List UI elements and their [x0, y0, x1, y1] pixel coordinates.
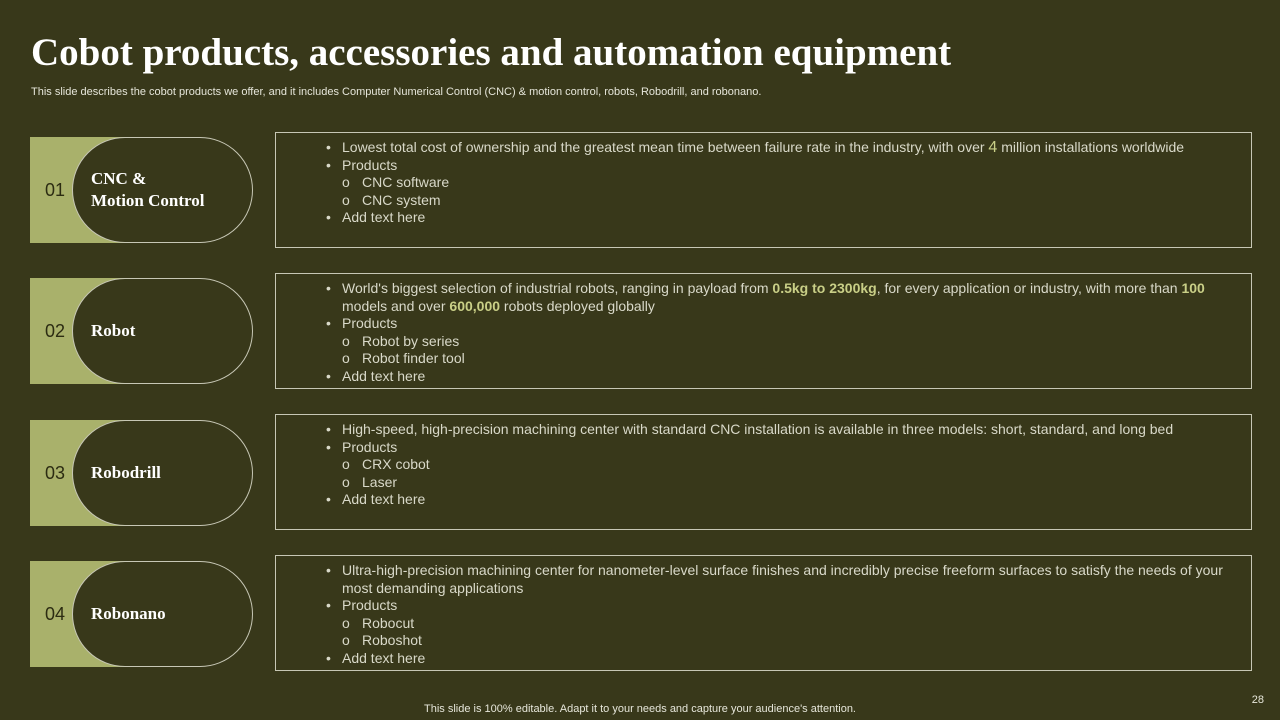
product-row-robot [0, 278, 1280, 396]
row-number: 04 [45, 603, 66, 624]
product-row-robonano [0, 561, 1280, 679]
products-bullet: • Products [326, 597, 1231, 615]
product-item: o Robot by series [342, 333, 1231, 351]
product-name-pill [72, 420, 253, 526]
description-box [275, 414, 1252, 530]
highlight-value: 0.5kg to 2300kg [772, 280, 877, 296]
slide-title: Cobot products, accessories and automation equipment [31, 31, 952, 74]
highlight-value: 600,000 [449, 297, 501, 314]
add-text-bullet: • Add text here [326, 491, 1231, 509]
add-text-bullet: • Add text here [326, 650, 1231, 668]
highlight-value: 100 [1181, 280, 1205, 296]
product-name-pill [72, 561, 253, 667]
row-number: 03 [45, 462, 66, 483]
slide-subtitle: This slide describes the cobot products we offer, and it includes Computer Numerical Control (CNC) & motion control, robots, Robodrill, and robonano. [31, 86, 762, 98]
row-number: 02 [45, 320, 66, 341]
page-number: 28 [1251, 694, 1264, 706]
product-name-line2: Motion Control [91, 191, 205, 210]
product-item: o Roboshot [342, 632, 1231, 650]
description-box [275, 132, 1252, 248]
product-name-pill [72, 278, 253, 384]
description-bullet: • Ultra-high-precision machining center for nanometer-level surface finishes and incredibly precise freeform surfaces to satisfy the needs of your most demanding applications [326, 562, 1231, 597]
product-name: Robonano [91, 604, 166, 623]
product-name-line1: CNC & [91, 169, 147, 188]
product-item: o CNC software [342, 174, 1231, 192]
highlight-value: 4 [988, 139, 998, 156]
product-row-cnc [0, 137, 1280, 255]
product-item: o Laser [342, 474, 1231, 492]
row-number: 01 [45, 179, 66, 200]
product-item: o CNC system [342, 192, 1231, 210]
description-bullet: • World's biggest selection of industrial robots, ranging in payload from 0.5kg to 2300kg, for every application or industry, with more than 100 models and over 600,000 robots deployed globally [326, 280, 1231, 315]
products-bullet: • Products [326, 439, 1231, 457]
add-text-bullet: • Add text here [326, 209, 1231, 227]
description-box [275, 555, 1252, 671]
products-bullet: • Products [326, 315, 1231, 333]
product-item: o Robocut [342, 615, 1231, 633]
product-name: Robodrill [91, 463, 161, 482]
product-name: Robot [91, 321, 136, 340]
product-item: o Robot finder tool [342, 350, 1231, 368]
products-bullet: • Products [326, 157, 1231, 175]
product-item: o CRX cobot [342, 456, 1231, 474]
description-box [275, 273, 1252, 389]
product-row-robodrill [0, 420, 1280, 538]
add-text-bullet: • Add text here [326, 368, 1231, 386]
description-bullet: • High-speed, high-precision machining center with standard CNC installation is available in three models: short, standard, and long bed [326, 421, 1231, 439]
product-name-pill [72, 137, 253, 243]
footer-note: This slide is 100% editable. Adapt it to your needs and capture your audience's attention. [424, 703, 856, 715]
description-bullet: • Lowest total cost of ownership and the greatest mean time between failure rate in the industry, with over 4 million installations worldwide [326, 139, 1231, 157]
